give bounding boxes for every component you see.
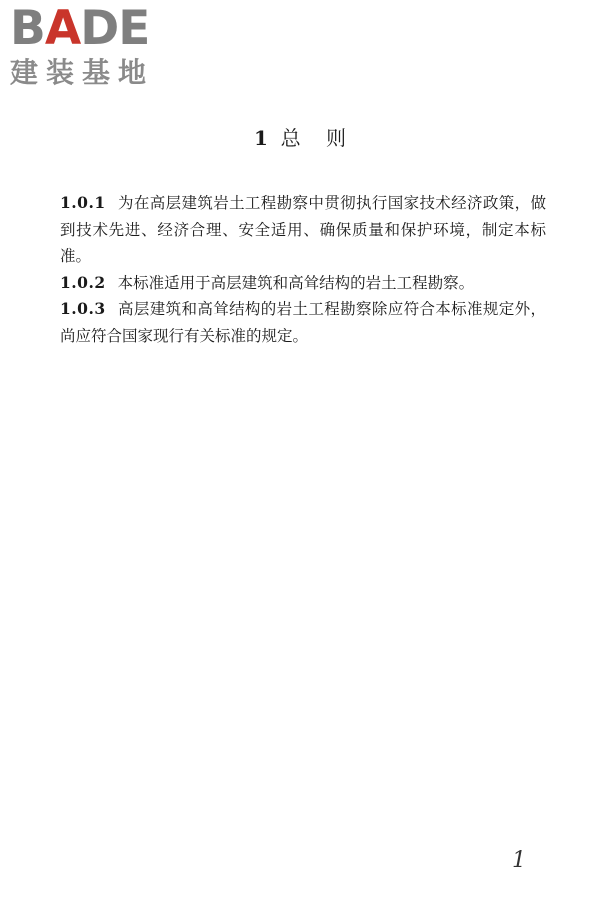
clause-text: 为在高层建筑岩土工程勘察中贯彻执行国家技术经济政策，做到技术先进、经济合理、安全适用、确保质量和保护环境，制定本标准。	[60, 194, 546, 265]
logo-letters-de: DE	[80, 1, 150, 56]
logo-letter-a-accent: A	[44, 1, 81, 56]
clause-number: 1.0.1	[60, 193, 106, 212]
chapter-heading	[0, 124, 600, 152]
logo-letter-b: B	[10, 1, 45, 56]
bade-logo	[10, 1, 180, 96]
chapter-title: 总 则	[280, 126, 347, 150]
logo-wordmark	[10, 1, 180, 56]
clause-1-0-1	[60, 190, 546, 270]
clause-1-0-3	[60, 296, 546, 349]
clause-number: 1.0.3	[60, 299, 106, 318]
clause-1-0-2	[60, 270, 546, 297]
chapter-number: 1	[253, 126, 268, 150]
page-number: 1	[512, 848, 526, 873]
clause-text: 本标准适用于高层建筑和高耸结构的岩土工程勘察。	[117, 273, 475, 292]
clause-text: 高层建筑和高耸结构的岩土工程勘察除应符合本标准规定外，尚应符合国家现行有关标准的规定。	[60, 300, 546, 345]
clause-list	[60, 190, 546, 349]
clause-number: 1.0.2	[60, 272, 106, 292]
logo-subtitle: 建装基地	[10, 56, 155, 89]
